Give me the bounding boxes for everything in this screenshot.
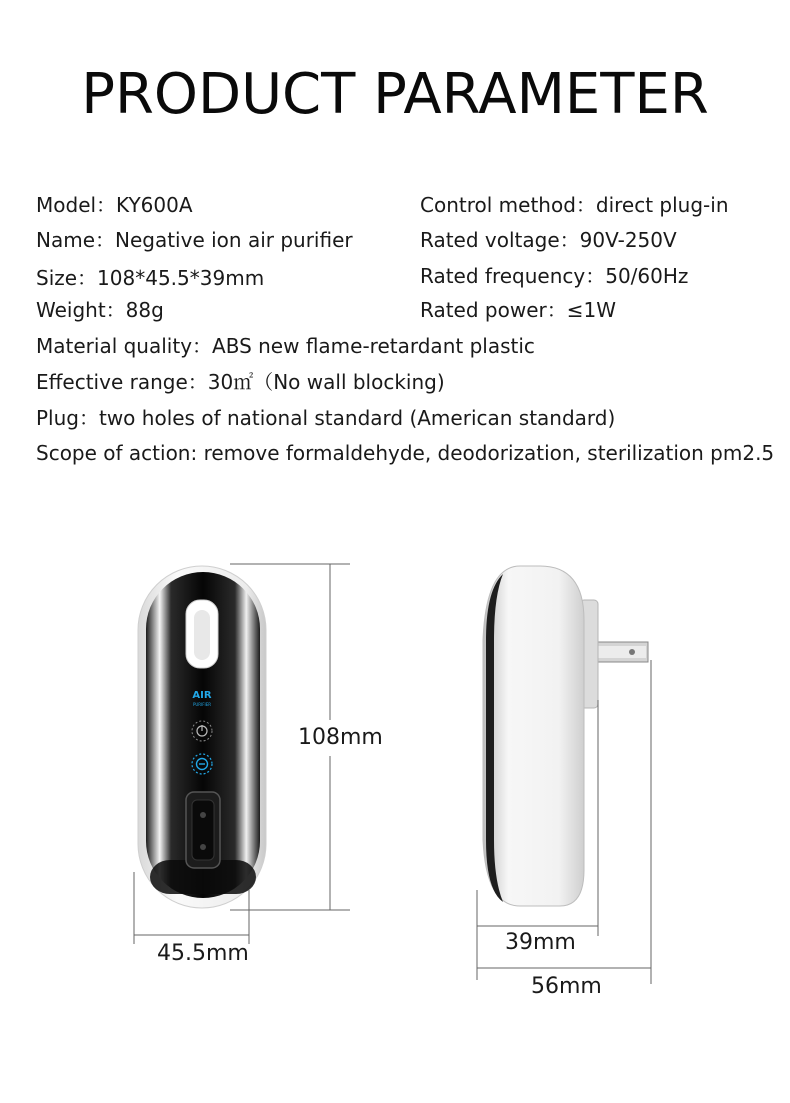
spec-material: Material quality：ABS new flame-retardant plastic: [36, 334, 535, 358]
brand-air: AIR: [192, 690, 212, 701]
dimension-depth: 39mm: [505, 930, 576, 955]
spec-model: Model：KY600A: [36, 193, 193, 217]
side-view: [477, 566, 651, 984]
brand-purifier: PURIFIER: [192, 702, 212, 707]
spec-plug: Plug：two holes of national standard (American standard): [36, 406, 616, 430]
spec-name: Name：Negative ion air purifier: [36, 228, 353, 252]
ion-emitter-slot: [186, 792, 220, 868]
spec-rated-frequency: Rated frequency：50/60Hz: [420, 264, 689, 288]
spec-control-method: Control method：direct plug-in: [420, 193, 729, 217]
spec-effective-range: Effective range：30㎡（No wall blocking): [36, 370, 445, 394]
dimension-width: 45.5mm: [157, 941, 249, 966]
spec-rated-power: Rated power：≤1W: [420, 298, 616, 322]
front-view: [134, 564, 350, 944]
spec-scope: Scope of action: remove formaldehyde, deodorization, sterilization pm2.5: [36, 441, 775, 465]
spec-rated-voltage: Rated voltage：90V-250V: [420, 228, 677, 252]
dimension-height: 108mm: [298, 725, 383, 750]
spec-size: Size：108*45.5*39mm: [36, 266, 265, 290]
product-diagram: [0, 540, 790, 1000]
spec-weight: Weight：88g: [36, 298, 164, 322]
dimension-depth-with-plug: 56mm: [531, 974, 602, 999]
page-title: PRODUCT PARAMETER: [81, 62, 709, 127]
